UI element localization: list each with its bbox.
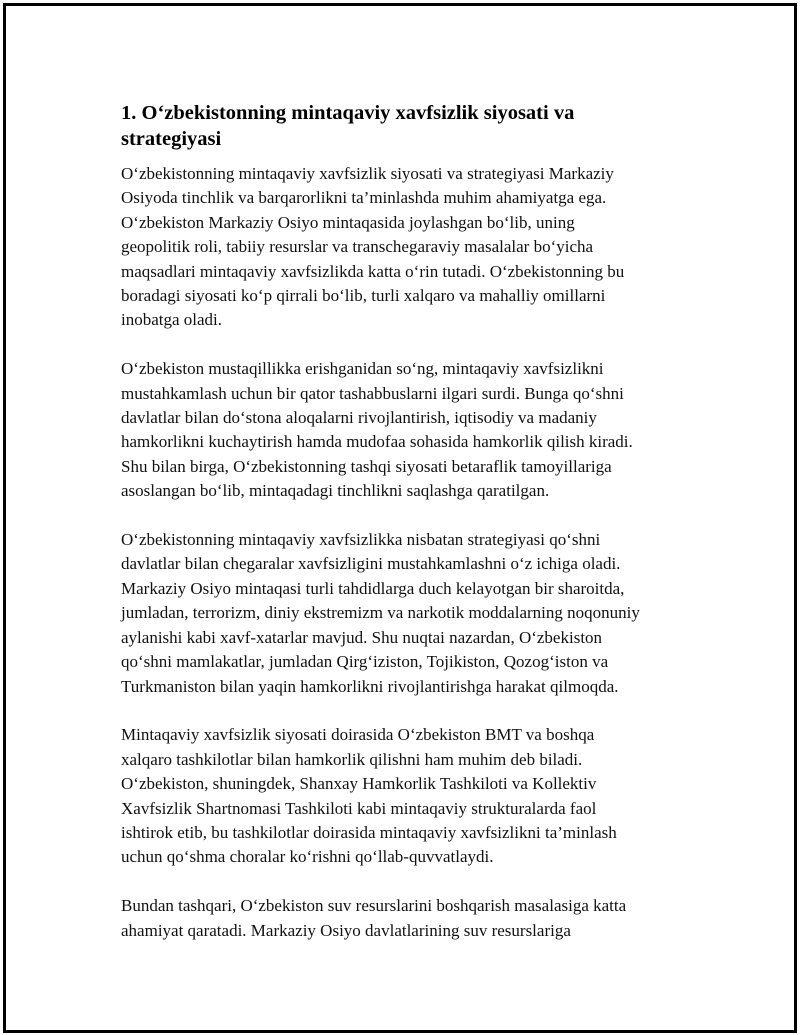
paragraph-3: O‘zbekistonning mintaqaviy xavfsizlikka nisbatan strategiyasi qo‘shni davlatlar bilan chegaralar xavfsizligini mustahkamlashni o‘z ichiga oladi. Markaziy Osiyo mintaqasi turli tahdidlarga duch kelayotgan bir sharoitda, jumladan, terrorizm, diniy ekstremizm va narkotik moddalarning noqonuniy aylanishi kabi xavf-xatarlar mavjud. Shu nuqtai nazardan, O‘zbekiston qo‘shni mamlakatlar, jumladan Qirg‘iziston, Tojikiston, Qozog‘iston va Turkmaniston bilan yaqin hamkorlikni rivojlantirishga harakat qilmoqda.	[121, 530, 640, 696]
page-frame	[3, 3, 797, 1033]
paragraph-5: Bundan tashqari, O‘zbekiston suv resurslarini boshqarish masalasiga katta ahamiyat qaratadi. Markaziy Osiyo davlatlarining suv resurslariga	[121, 896, 627, 940]
paragraph-4: Mintaqaviy xavfsizlik siyosati doirasida O‘zbekiston BMT va boshqa xalqaro tashkilotlar bilan hamkorlik qilishni ham muhim deb biladi. O‘zbekiston, shuningdek, Shanxay Hamkorlik Tashkiloti va Kollektiv Xavfsizlik Shartnomasi Tashkiloti kabi mintaqaviy strukturalarda faol ishtirok etib, bu tashkilotlar doirasida mintaqaviy xavfsizlikni ta’minlash uchun qo‘shma choralar ko‘rishni qo‘llab-quvvatlaydi.	[121, 725, 617, 867]
document-body	[121, 100, 701, 967]
paragraph-2: O‘zbekiston mustaqillikka erishganidan so‘ng, mintaqaviy xavfsizlikni mustahkamlash uchun bir qator tashabbuslarni ilgari surdi. Bunga qo‘shni davlatlar bilan do‘stona aloqalarni rivojlantirish, iqtisodiy va madaniy hamkorlikni kuchaytirish hamda mudofaa sohasida hamkorlik qilish kiradi. Shu bilan birga, O‘zbekistonning tashqi siyosati betaraflik tamoyillariga asoslangan bo‘lib, mintaqadagi tinchlikni saqlashga qaratilgan.	[121, 359, 633, 501]
paragraph-1: O‘zbekistonning mintaqaviy xavfsizlik siyosati va strategiyasi Markaziy Osiyoda tinchlik va barqarorlikni ta’minlashda muhim ahamiyatga ega. O‘zbekiston Markaziy Osiyo mintaqasida joylashgan bo‘lib, uning geopolitik roli, tabiiy resurslar va transchegaraviy masalalar bo‘yicha maqsadlari mintaqaviy xavfsizlikda katta o‘rin tutadi. O‘zbekistonning bu boradagi siyosati ko‘p qirrali bo‘lib, turli xalqaro va mahalliy omillarni inobatga oladi.	[121, 164, 625, 330]
section-heading: 1. O‘zbekistonning mintaqaviy xavfsizlik siyosati va strategiyasi	[121, 102, 575, 150]
